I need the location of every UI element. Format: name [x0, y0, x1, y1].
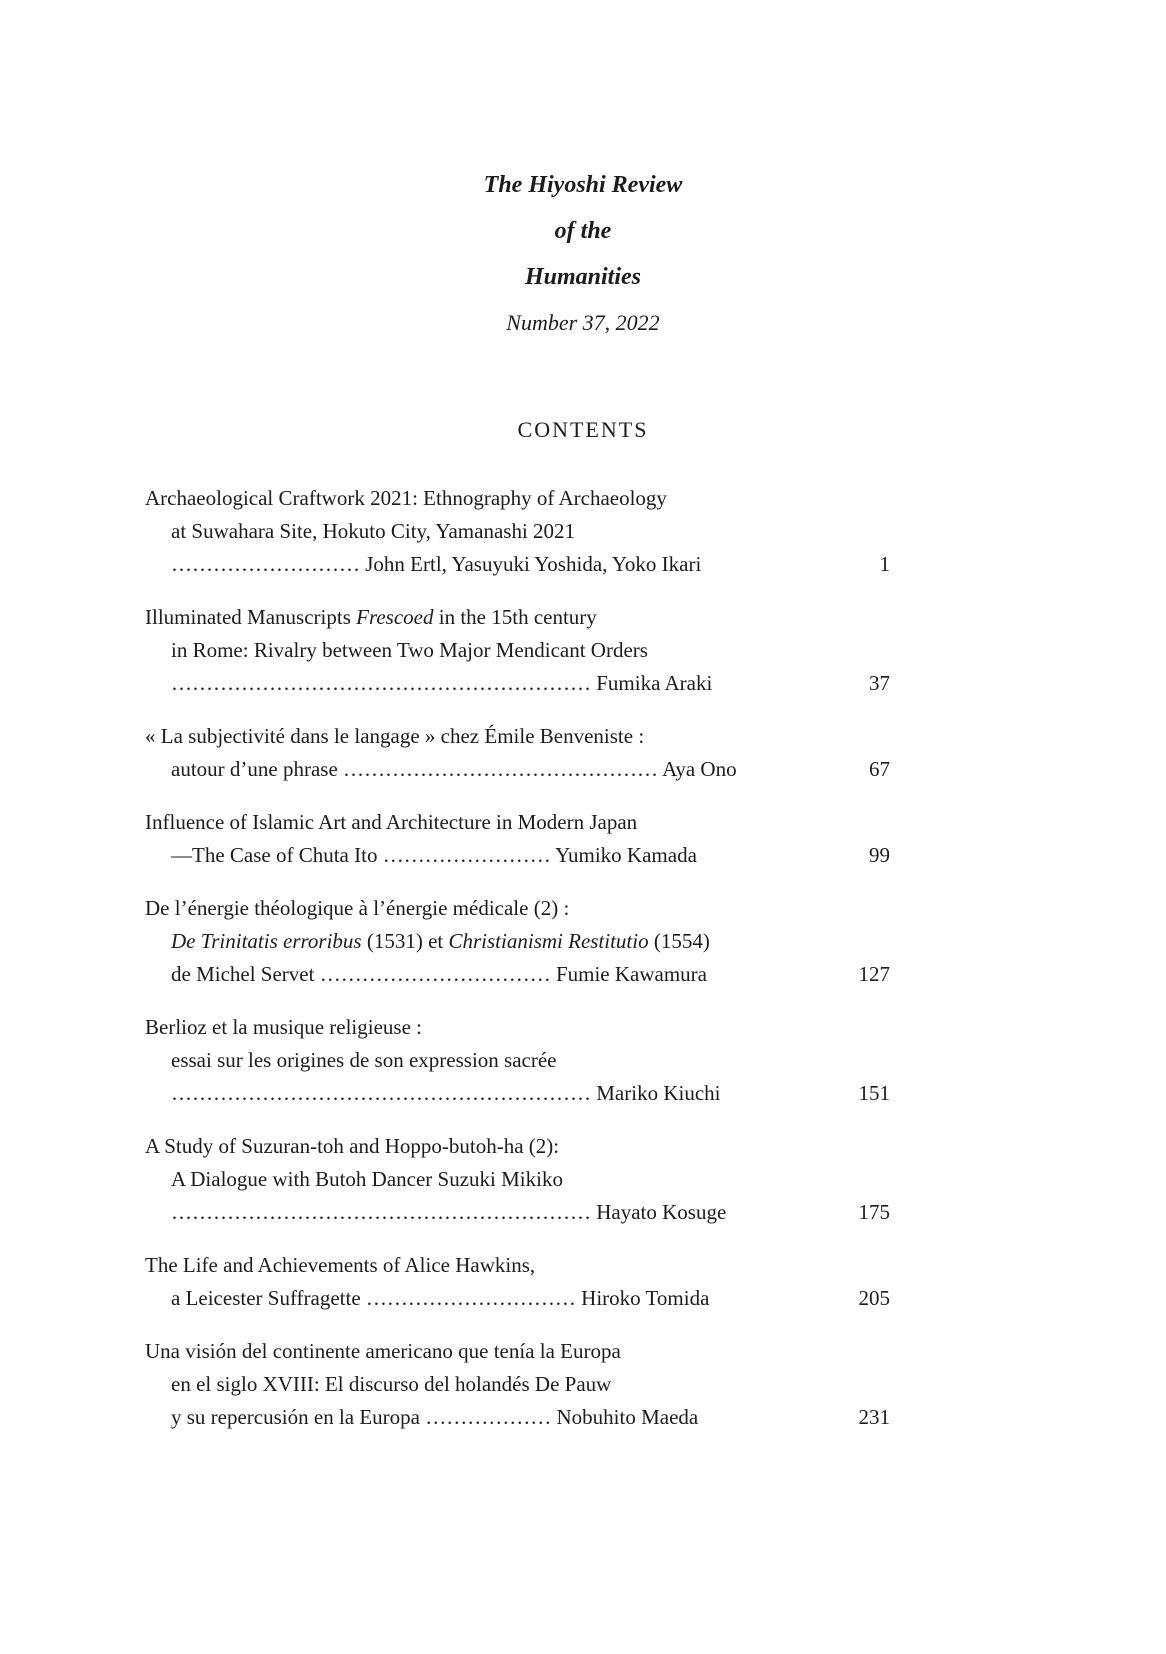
issue-number: Number 37, 2022 — [506, 310, 660, 335]
toc-line-text: en el siglo XVIII: El discurso del holandés De Pauw — [171, 1372, 612, 1396]
toc-entry — [145, 482, 890, 581]
toc-entry — [145, 806, 890, 872]
journal-title-line-2: of the — [554, 218, 612, 244]
toc-line — [145, 1401, 890, 1434]
page-number: 37 — [869, 671, 890, 695]
toc-entry — [145, 1011, 890, 1110]
toc-line — [145, 1044, 890, 1077]
page-number: 205 — [858, 1286, 890, 1310]
page-number: 1 — [879, 552, 890, 576]
toc-line-text: De Trinitatis erroribus (1531) et Christianismi Restitutio (1554) — [171, 929, 710, 953]
toc-line-text: ……………………… John Ertl, Yasuyuki Yoshida, Yoko Ikari — [171, 552, 702, 576]
toc-entry — [145, 1335, 890, 1434]
toc-line — [145, 925, 890, 958]
toc-entry — [145, 601, 890, 700]
toc-line-text: Archaeological Craftwork 2021: Ethnography of Archaeology — [145, 486, 667, 510]
toc-line-text: A Dialogue with Butoh Dancer Suzuki Mikiko — [171, 1167, 563, 1191]
toc-line-text: essai sur les origines de son expression sacrée — [171, 1048, 557, 1072]
journal-title-line-1: The Hiyoshi Review — [483, 172, 683, 198]
page-number: 151 — [858, 1081, 890, 1105]
page-number: 175 — [858, 1200, 890, 1224]
toc-line — [145, 1282, 890, 1315]
contents-heading: CONTENTS — [517, 417, 649, 442]
toc-line — [145, 1249, 890, 1282]
toc-line-text: A Study of Suzuran-toh and Hoppo-butoh-ha (2): — [145, 1134, 560, 1158]
toc-line — [145, 806, 890, 839]
journal-header — [0, 0, 1166, 346]
toc-line-text: Una visión del continente americano que tenía la Europa — [145, 1339, 621, 1363]
toc-entry — [145, 1249, 890, 1315]
page-number: 127 — [858, 962, 890, 986]
toc-line-text: « La subjectivité dans le langage » chez Émile Benveniste : — [145, 724, 645, 748]
toc-line — [145, 634, 890, 667]
toc-entry — [145, 720, 890, 786]
journal-title-line-3: Humanities — [524, 264, 642, 290]
toc-line — [145, 720, 890, 753]
toc-line — [145, 958, 890, 991]
toc-line-text: at Suwahara Site, Hokuto City, Yamanashi 2021 — [171, 519, 576, 543]
toc-line-text: The Life and Achievements of Alice Hawkins, — [145, 1253, 536, 1277]
toc-entries — [145, 482, 890, 1434]
toc-line — [145, 892, 890, 925]
toc-line-text: Influence of Islamic Art and Architecture in Modern Japan — [145, 810, 638, 834]
toc-line-text: in Rome: Rivalry between Two Major Mendicant Orders — [171, 638, 648, 662]
toc-line — [145, 1130, 890, 1163]
toc-line-text: de Michel Servet …………………………… Fumie Kawamura — [171, 962, 707, 986]
toc-line-text: y su repercusión en la Europa ……………… Nobuhito Maeda — [171, 1405, 699, 1429]
page-number: 99 — [869, 843, 890, 867]
toc-line-text: …………………………………………………… Fumika Araki — [171, 671, 713, 695]
toc-entry — [145, 892, 890, 991]
toc-line-text: a Leicester Suffragette ………………………… Hiroko Tomida — [171, 1286, 710, 1310]
toc-entry — [145, 1130, 890, 1229]
toc-line — [145, 1163, 890, 1196]
toc-line — [145, 839, 890, 872]
toc-line — [145, 515, 890, 548]
toc-line-text: …………………………………………………… Mariko Kiuchi — [171, 1081, 721, 1105]
toc-line — [145, 1196, 890, 1229]
toc-line-text: …………………………………………………… Hayato Kosuge — [171, 1200, 727, 1224]
toc-line — [145, 1368, 890, 1401]
page-number: 67 — [869, 757, 890, 781]
toc-line-text: —The Case of Chuta Ito …………………… Yumiko Kamada — [171, 843, 697, 867]
toc-line — [145, 753, 890, 786]
toc-line — [145, 601, 890, 634]
toc-line — [145, 482, 890, 515]
toc-line-text: Illuminated Manuscripts Frescoed in the 15th century — [145, 605, 597, 629]
toc-line-text: autour d’une phrase ……………………………………… Aya Ono — [171, 757, 737, 781]
toc-line-text: Berlioz et la musique religieuse : — [145, 1015, 422, 1039]
toc-line — [145, 1335, 890, 1368]
toc-line — [145, 1011, 890, 1044]
page-number: 231 — [858, 1405, 890, 1429]
toc-line — [145, 1077, 890, 1110]
toc-line-text: De l’énergie théologique à l’énergie médicale (2) : — [145, 896, 570, 920]
toc-line — [145, 548, 890, 581]
toc-line — [145, 667, 890, 700]
